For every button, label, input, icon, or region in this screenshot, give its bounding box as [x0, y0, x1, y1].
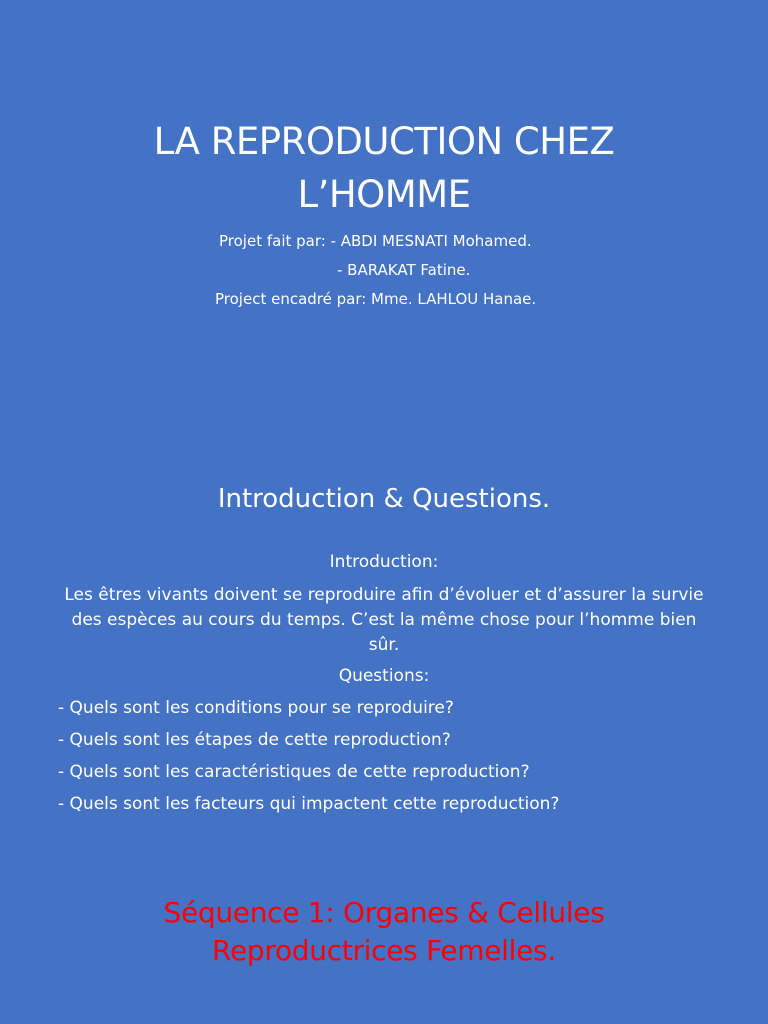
question-item: - Quels sont les étapes de cette reproduction?	[58, 730, 451, 750]
credit-authors-line-1: Projet fait par: - ABDI MESNATI Mohamed.	[219, 232, 532, 250]
introduction-label: Introduction:	[329, 552, 439, 572]
presentation-title-line-2: L’HOMME	[297, 173, 471, 216]
question-item: - Quels sont les facteurs qui impactent cette reproduction?	[58, 794, 560, 814]
sequence-title-line-1: Séquence 1: Organes & Cellules	[163, 896, 605, 929]
title-slide	[0, 0, 768, 430]
introduction-paragraph: Les êtres vivants doivent se reproduire afin d’évoluer et d’assurer la survie des espèces au cours du temps. C’est la même chose pour l’homme bien sûr.	[64, 585, 704, 655]
credit-supervisor: Project encadré par: Mme. LAHLOU Hanae.	[215, 290, 537, 308]
introduction-heading: Introduction & Questions.	[217, 484, 551, 514]
question-item: - Quels sont les conditions pour se reproduire?	[58, 698, 454, 718]
presentation-title-line-1: LA REPRODUCTION CHEZ	[153, 120, 615, 163]
sequence-slide	[0, 880, 768, 1024]
question-item: - Quels sont les caractéristiques de cette reproduction?	[58, 762, 530, 782]
credit-authors-line-2: - BARAKAT Fatine.	[337, 261, 471, 279]
introduction-slide	[0, 460, 768, 860]
questions-label: Questions:	[338, 666, 430, 686]
sequence-title-line-2: Reproductrices Femelles.	[212, 934, 556, 967]
